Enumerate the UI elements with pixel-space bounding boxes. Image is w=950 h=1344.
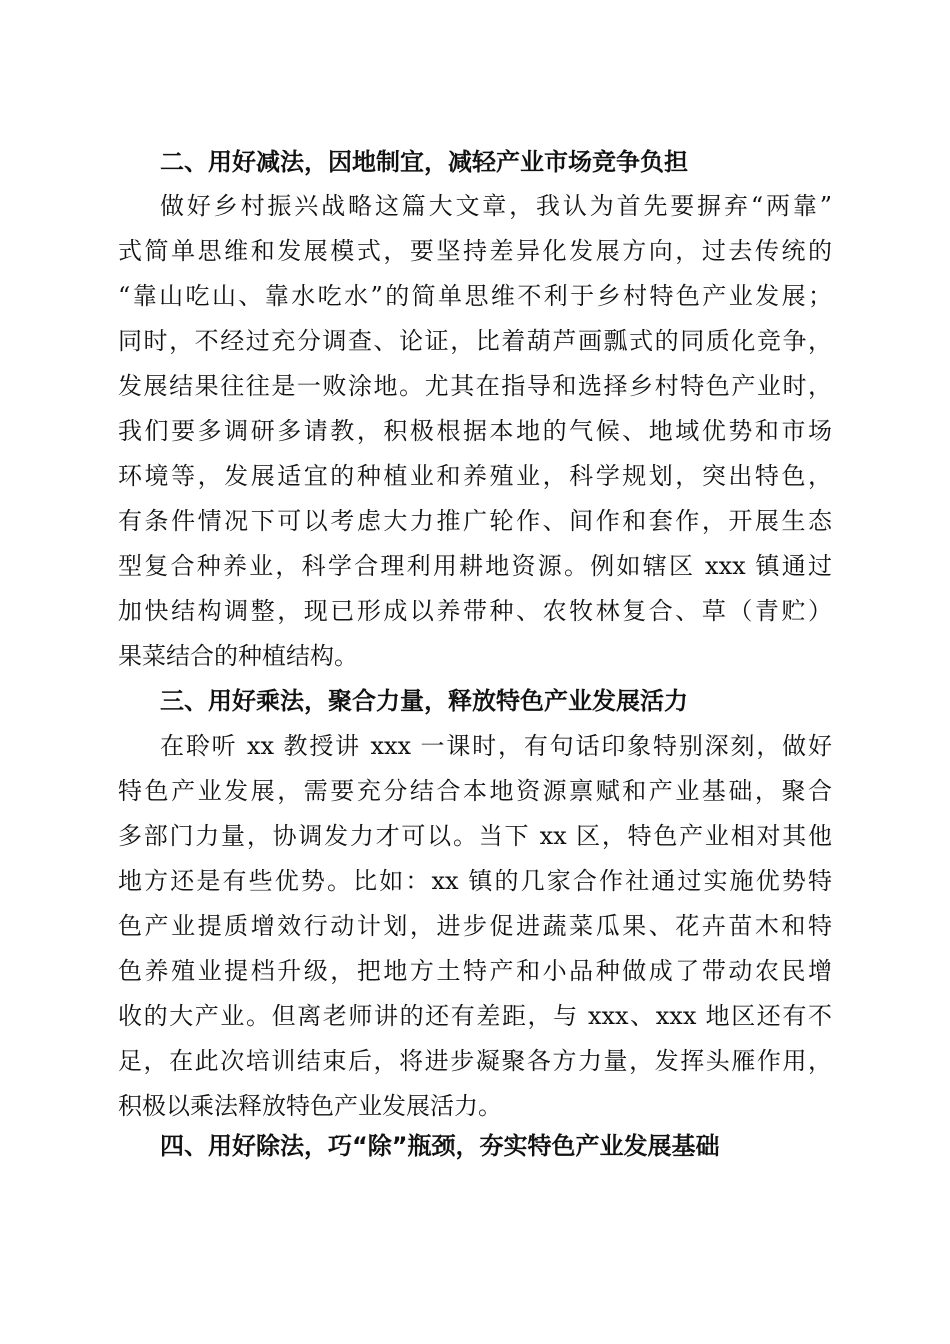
paragraph-line: 环境等，发展适宜的种植业和养殖业，科学规划，突出特色， [118,462,832,490]
paragraph-line: 发展结果往往是一败涂地。尤其在指导和选择乡村特色产业时， [118,372,832,400]
paragraph-line: 我们要多调研多请教，积极根据本地的气候、地域优势和市场 [118,417,832,445]
paragraph-line: “靠山吃山、靠水吃水”的简单思维不利于乡村特色产业发展； [118,282,832,310]
section-heading-2: 二、用好减法，因地制宜，减轻产业市场竞争负担 [160,148,688,176]
paragraph-line: 加快结构调整，现已形成以养带种、农牧林复合、草（青贮） [118,597,832,625]
paragraph-line: 地方还是有些优势。比如：xx 镇的几家合作社通过实施优势特 [118,867,832,895]
paragraph-line: 果菜结合的种植结构。 [118,642,358,670]
paragraph-line: 式简单思维和发展模式，要坚持差异化发展方向，过去传统的 [118,237,832,265]
paragraph-line: 多部门力量，协调发力才可以。当下 xx 区，特色产业相对其他 [118,822,832,850]
paragraph-line: 足，在此次培训结束后，将进步凝聚各方力量，发挥头雁作用， [118,1047,832,1075]
paragraph-line: 型复合种养业，科学合理利用耕地资源。例如辖区 xxx 镇通过 [118,552,832,580]
paragraph-line: 有条件情况下可以考虑大力推广轮作、间作和套作，开展生态 [118,507,832,535]
paragraph-line: 在聆听 xx 教授讲 xxx 一课时，有句话印象特别深刻，做好 [160,732,832,760]
paragraph-line: 收的大产业。但离老师讲的还有差距，与 xxx、xxx 地区还有不 [118,1002,832,1030]
paragraph-line: 同时，不经过充分调查、论证，比着葫芦画瓢式的同质化竞争， [118,327,832,355]
paragraph-line: 特色产业发展，需要充分结合本地资源禀赋和产业基础，聚合 [118,777,832,805]
section-heading-4: 四、用好除法，巧“除”瓶颈，夯实特色产业发展基础 [160,1132,720,1160]
paragraph-line: 积极以乘法释放特色产业发展活力。 [118,1092,502,1120]
section-heading-3: 三、用好乘法，聚合力量，释放特色产业发展活力 [160,687,688,715]
paragraph-line: 色养殖业提档升级，把地方土特产和小品种做成了带动农民增 [118,957,832,985]
paragraph-line: 做好乡村振兴战略这篇大文章，我认为首先要摒弃“两靠” [160,192,832,220]
paragraph-line: 色产业提质增效行动计划，进步促进蔬菜瓜果、花卉苗木和特 [118,912,832,940]
